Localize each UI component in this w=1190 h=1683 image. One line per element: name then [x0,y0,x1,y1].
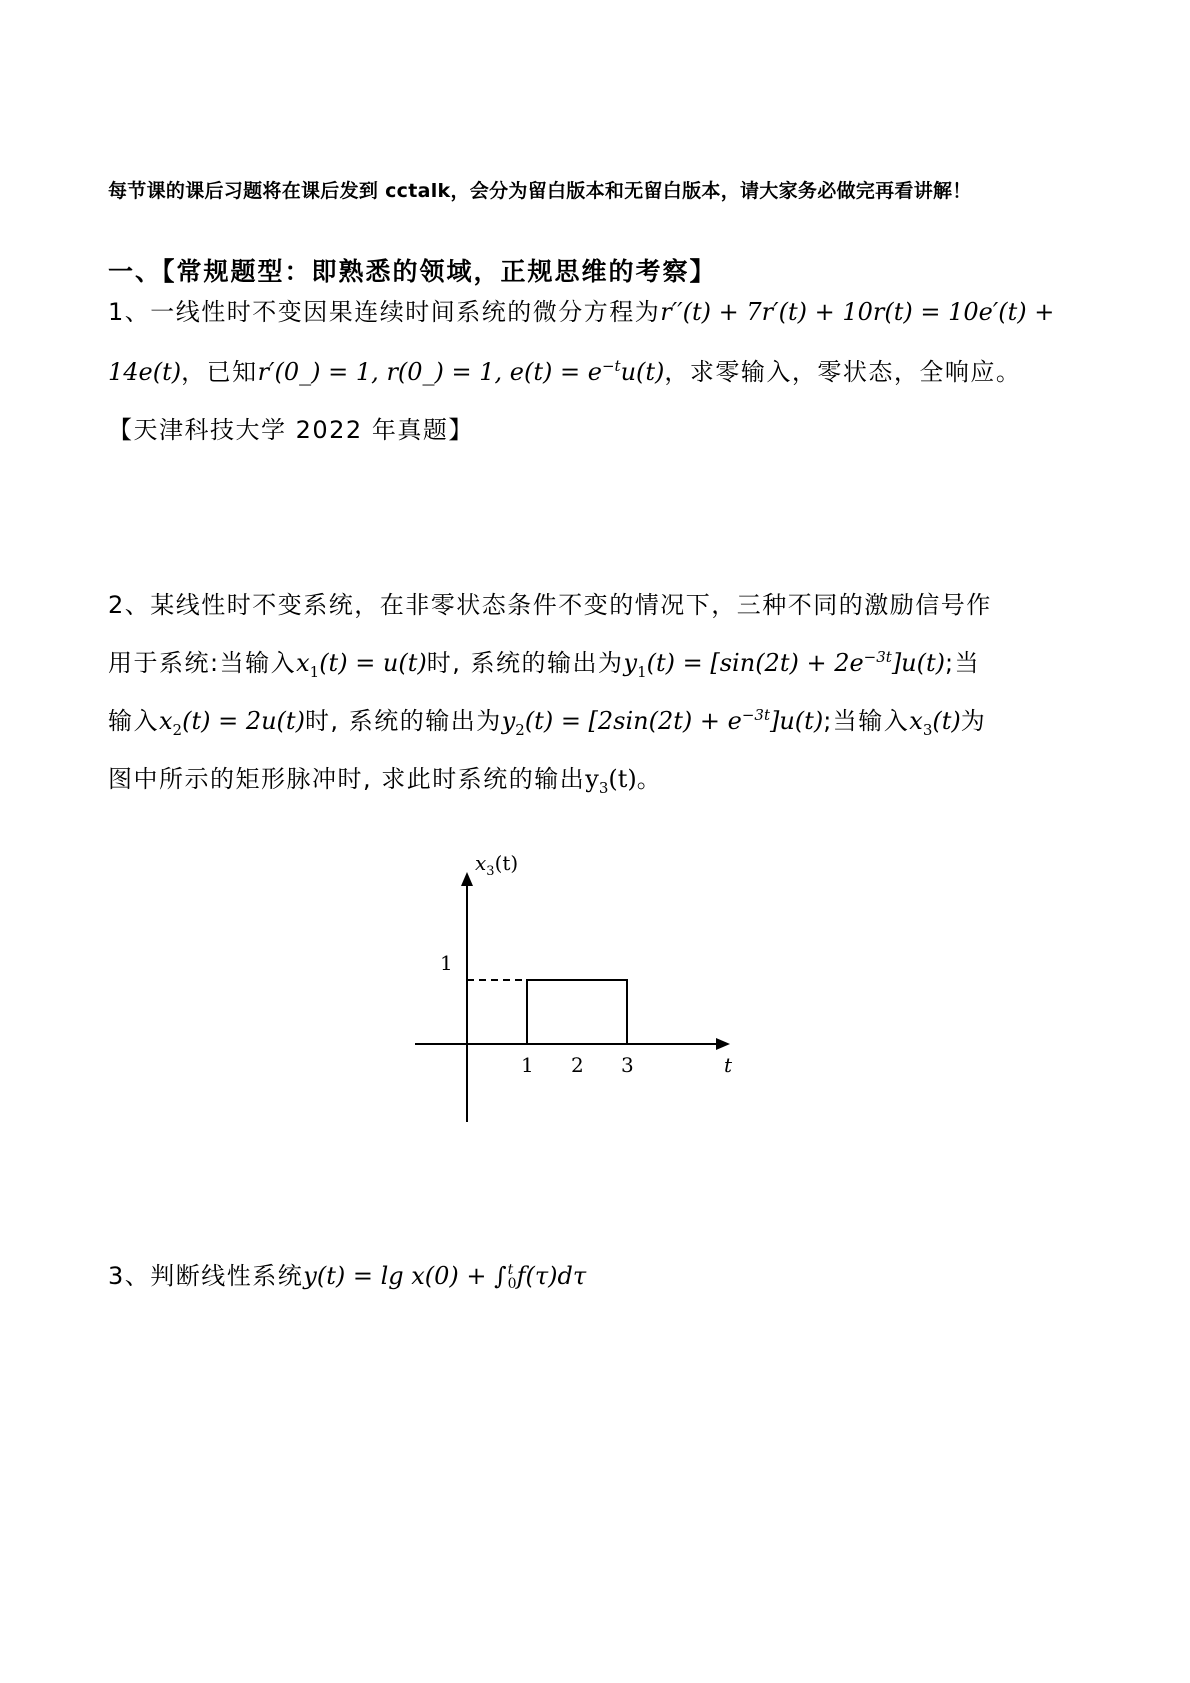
x3-expression: (t) [932,707,961,735]
problem1-conditions: r′(0_) = 1, r(0_) = 1, e(t) = e [257,358,602,386]
x2-symbol: x [159,707,173,735]
problem2-line3-mid: 时, 系统的输出为 [304,707,502,735]
x1-symbol: x [296,649,310,677]
y1-tail: ]u(t) [891,649,946,677]
y1-exponent: −3t [863,648,892,666]
y1-expression: (t) = [sin(2t) + 2e [646,649,864,677]
problem1-unit-step: u(t) [620,358,665,386]
level-label: 1 [440,951,453,975]
homework-notice: 每节课的课后习题将在课后发到 cctalk，会分为留白版本和无留白版本，请大家务必做完再看讲解！ [108,180,972,202]
tick-label-2: 2 [571,1053,584,1077]
problem1-equation-b: 14e(t) [108,358,182,386]
problem2-line4-end: 。 [636,765,663,793]
y-axis-label [475,851,518,879]
x1-subscript: 1 [309,662,320,681]
y3-subscript: 3 [598,778,609,797]
x2-subscript: 2 [172,720,183,739]
x3-subscript: 3 [922,720,933,739]
rectangular-pulse-figure [420,851,760,1130]
problem1-line1 [108,292,1090,327]
problem2-line3 [108,701,1090,739]
problem1-line2 [108,352,1090,387]
tick-label-3: 3 [621,1053,634,1077]
problem2-line1: 2、某线性时不变系统，在非零状态条件不变的情况下，三种不同的激励信号作 [108,591,992,619]
integral-lower-limit: 0 [507,1276,517,1292]
problem3-intro: 3、判断线性系统 [108,1262,304,1290]
problem2-line2-mid: 时, 系统的输出为 [426,649,624,677]
problem2-line2-text: 用于系统:当输入 [108,649,297,677]
problem3-line [108,1256,1090,1291]
pulse-outline [527,980,627,1044]
problem2-line4-text: 图中所示的矩形脉冲时, 求此时系统的输出 [108,765,586,793]
y-axis-symbol: x [475,851,487,875]
integral-upper-limit: t [507,1262,514,1278]
problem2-line3-last: 为 [960,707,987,735]
y2-subscript: 2 [515,720,525,739]
problem2-line2-end: ;当 [945,649,981,677]
x3-symbol: x [909,707,923,735]
y3-symbol: y [585,765,599,793]
problem1-intro: 1、一线性时不变因果连续时间系统的微分方程为 [108,298,661,326]
y-axis-arg: (t) [494,851,519,875]
tick-label-1: 1 [521,1053,534,1077]
problem1-equation-a: r′′(t) + 7r′(t) + 10r(t) = 10e′(t) + [660,298,1055,326]
y1-symbol: y [623,649,638,677]
y2-symbol: y [501,707,516,735]
x1-expression: (t) = u(t) [319,649,427,677]
y2-expression: (t) = [2sin(2t) + e [524,707,742,735]
x-axis-label: t [724,1053,733,1077]
problem3-equation: y(t) = lg x(0) + ∫ [303,1262,507,1290]
problem1-known-label: ，已知 [181,358,258,386]
x2-expression: (t) = 2u(t) [182,707,305,735]
y2-exponent: −3t [741,706,770,724]
problem1-ask: ，求零输入，零状态，全响应。 [664,358,1022,386]
problem2-line3-end: ;当输入 [823,707,910,735]
problem1-exponent: −t [601,357,621,375]
y3-expression: (t) [608,765,637,793]
vertical-axis-arrow [461,872,473,886]
y2-tail: ]u(t) [769,707,824,735]
section-title: 一、【常规题型：即熟悉的领域，正规思维的考察】 [108,257,717,286]
problem1-source: 【天津科技大学 2022 年真题】 [108,416,474,444]
y1-subscript: 1 [637,662,647,681]
horizontal-axis-arrow [716,1038,730,1050]
problem2-line2 [108,643,1090,681]
problem2-line4 [108,759,1090,797]
y-axis-subscript: 3 [486,864,495,879]
problem2-line3-text: 输入 [108,707,159,735]
problem3-integrand: f(τ)dτ [516,1262,587,1290]
integral-limits [508,1263,517,1291]
